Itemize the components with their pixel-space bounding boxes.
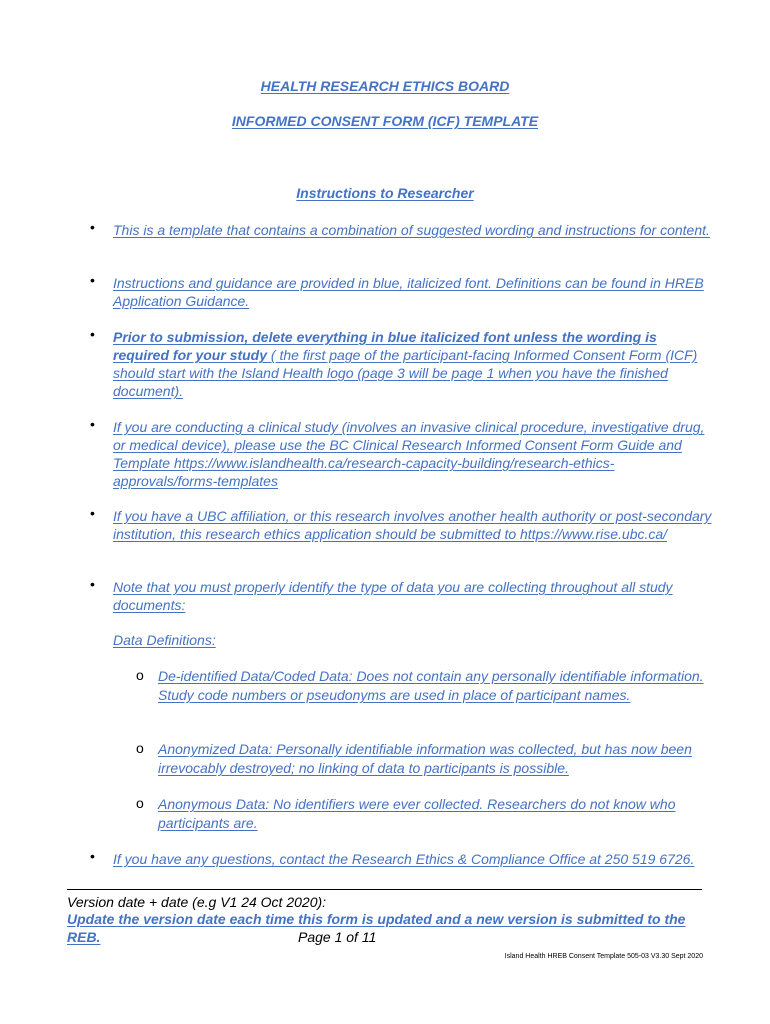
board-title: HEALTH RESEARCH ETHICS BOARD xyxy=(260,78,510,94)
bullet-delete-instructions xyxy=(113,328,713,400)
bullet-clinical-study: If you are conducting a clinical study (involves an invasive clinical procedure, investigative drug, or medical device), please use the BC Clinical Research Informed Consent Form Guide and Template https://www.islandhealth.ca/research-capacity-building/research-ethics-approvals/forms-templates xyxy=(113,419,705,489)
sub-bullet-marker: o xyxy=(136,667,144,683)
bullet-data-type: Note that you must properly identify the type of data you are collecting throughout all study documents: xyxy=(113,579,673,613)
footer-update-note: Update the version date each time this form is updated and a new version is submitted to the xyxy=(67,911,686,927)
definition-anonymous: Anonymous Data: No identifiers were ever collected. Researchers do not know who participants are. xyxy=(158,796,676,831)
section-title: Instructions to Researcher xyxy=(296,185,474,201)
bullet-marker: • xyxy=(90,505,95,521)
bullet-instructions-guidance: Instructions and guidance are provided in blue, italicized font. Definitions can be found in HREB Application Guidance. xyxy=(113,275,704,309)
bullet-marker: • xyxy=(90,848,95,864)
definition-anonymized: Anonymized Data: Personally identifiable information was collected, but has now been irrevocably destroyed; no linking of data to participants is possible. xyxy=(158,741,692,776)
bullet-contact-office: If you have any questions, contact the Research Ethics & Compliance Office at 250 519 6726. xyxy=(113,851,695,867)
sub-bullet-marker: o xyxy=(136,795,144,811)
bullet-marker: • xyxy=(90,576,95,592)
footer-reb: REB. xyxy=(67,929,101,945)
definition-deidentified: De-identified Data/Coded Data: Does not contain any personally identifiable information. Study code numbers or pseudonyms are used in place of participant names. xyxy=(158,668,704,703)
form-title: INFORMED CONSENT FORM (ICF) TEMPLATE xyxy=(231,113,539,129)
bullet-delete-rest: ( the first page of the participant-facing Informed Consent Form (ICF) should start with the Island Health logo (page 3 will be page 1 when you have the finished document). xyxy=(113,347,698,399)
bullet-marker: • xyxy=(90,326,95,342)
footer-divider xyxy=(67,889,702,890)
bullet-ubc-affiliation: If you have a UBC affiliation, or this research involves another health authority or post-secondary institution, this research ethics application should be submitted to https://www.rise.ubc.ca/ xyxy=(113,508,712,542)
bullet-delete-bold: Prior to submission, delete everything in blue italicized font unless the wording is required for your study xyxy=(113,329,657,363)
sub-bullet-marker: o xyxy=(136,740,144,756)
bullet-marker: • xyxy=(90,219,95,235)
bullet-template-wording: This is a template that contains a combination of suggested wording and instructions for content. xyxy=(113,222,710,238)
bullet-marker: • xyxy=(90,272,95,288)
footer-page-number: Page 1 of 11 xyxy=(298,929,377,945)
bullet-marker: • xyxy=(90,416,95,432)
data-definitions-heading: Data Definitions: xyxy=(113,632,216,648)
footer-template-ref: Island Health HREB Consent Template 505-03 V3.30 Sept 2020 xyxy=(504,953,703,960)
footer-version-label: Version date + date (e.g V1 24 Oct 2020): xyxy=(67,894,327,910)
